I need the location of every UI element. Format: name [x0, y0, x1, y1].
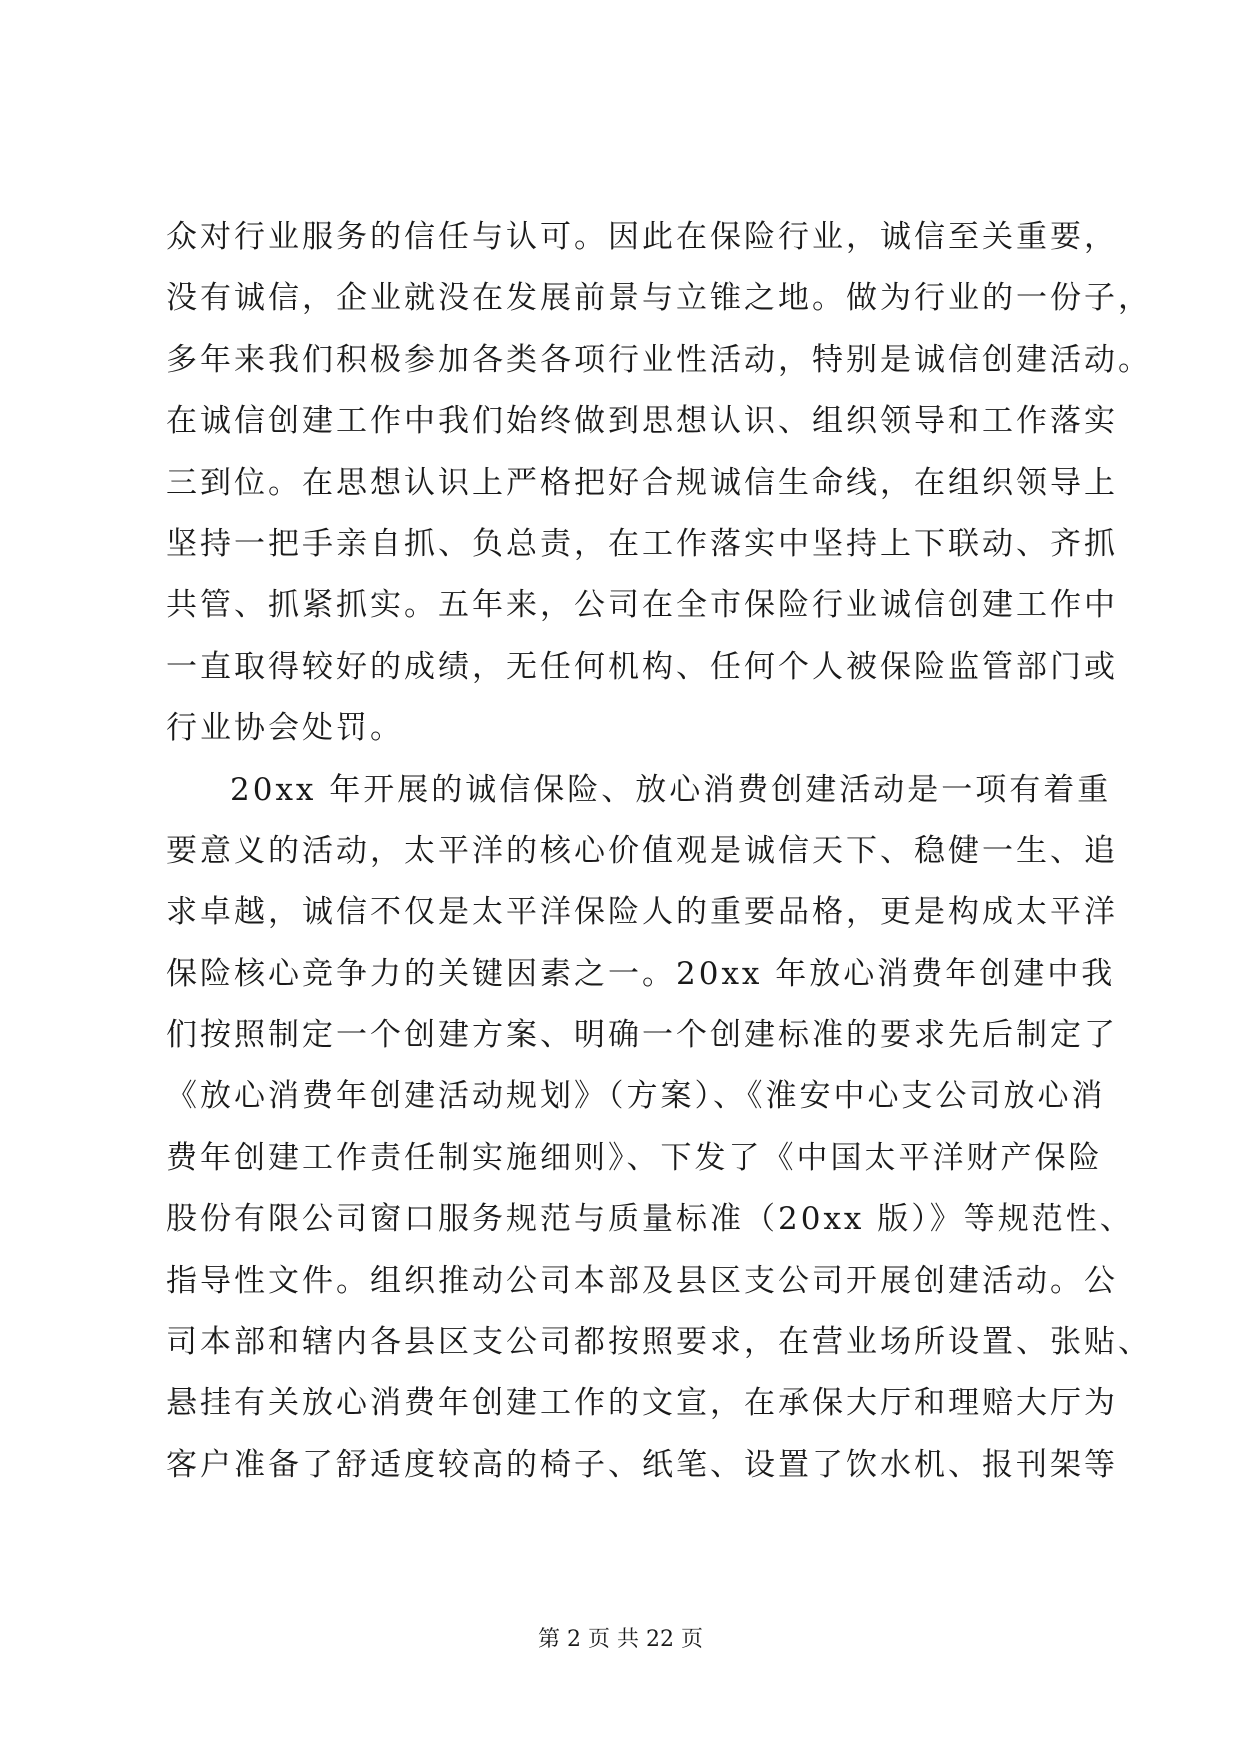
text-line: 没有诚信，企业就没在发展前景与立锥之地。做为行业的一份子， [166, 280, 1152, 317]
text-line: 司本部和辖内各县区支公司都按照要求，在营业场所设置、张贴、 [166, 1324, 1152, 1361]
body-text [166, 207, 1152, 1496]
text-line: 悬挂有关放心消费年创建工作的文宣，在承保大厅和理赔大厅为 [166, 1385, 1118, 1422]
paragraph-start-line: 20xx 年开展的诚信保险、放心消费创建活动是一项有着重 [230, 771, 1112, 808]
text-line: 求卓越，诚信不仅是太平洋保险人的重要品格，更是构成太平洋 [166, 894, 1118, 931]
text-line: 三到位。在思想认识上严格把好合规诚信生命线，在组织领导上 [166, 464, 1118, 501]
text-line: 行业协会处罚。 [166, 710, 404, 747]
text-line: 股份有限公司窗口服务规范与质量标准（20xx 版）》等规范性、 [166, 1201, 1134, 1238]
text-line: 客户准备了舒适度较高的椅子、纸笔、设置了饮水机、报刊架等 [166, 1446, 1118, 1483]
text-line: 共管、抓紧抓实。五年来，公司在全市保险行业诚信创建工作中 [166, 587, 1118, 624]
text-line: 保险核心竞争力的关键因素之一。20xx 年放心消费年创建中我 [166, 955, 1116, 992]
text-line: 多年来我们积极参加各类各项行业性活动，特别是诚信创建活动。 [166, 341, 1152, 378]
text-line: 《放心消费年创建活动规划》（方案）、《淮安中心支公司放心消 [166, 1078, 1106, 1115]
text-line: 坚持一把手亲自抓、负总责，在工作落实中坚持上下联动、齐抓 [166, 525, 1118, 562]
text-line: 指导性文件。组织推动公司本部及县区支公司开展创建活动。公 [166, 1262, 1118, 1299]
text-line: 们按照制定一个创建方案、明确一个创建标准的要求先后制定了 [166, 1017, 1118, 1054]
text-line: 费年创建工作责任制实施细则》、下发了《中国太平洋财产保险 [166, 1139, 1103, 1176]
text-line: 一直取得较好的成绩，无任何机构、任何个人被保险监管部门或 [166, 648, 1118, 685]
text-line: 在诚信创建工作中我们始终做到思想认识、组织领导和工作落实 [166, 403, 1118, 440]
page-number-footer: 第 2 页 共 22 页 [538, 1627, 703, 1652]
text-line: 要意义的活动，太平洋的核心价值观是诚信天下、稳健一生、追 [166, 832, 1118, 869]
text-line: 众对行业服务的信任与认可。因此在保险行业，诚信至关重要， [166, 219, 1118, 255]
